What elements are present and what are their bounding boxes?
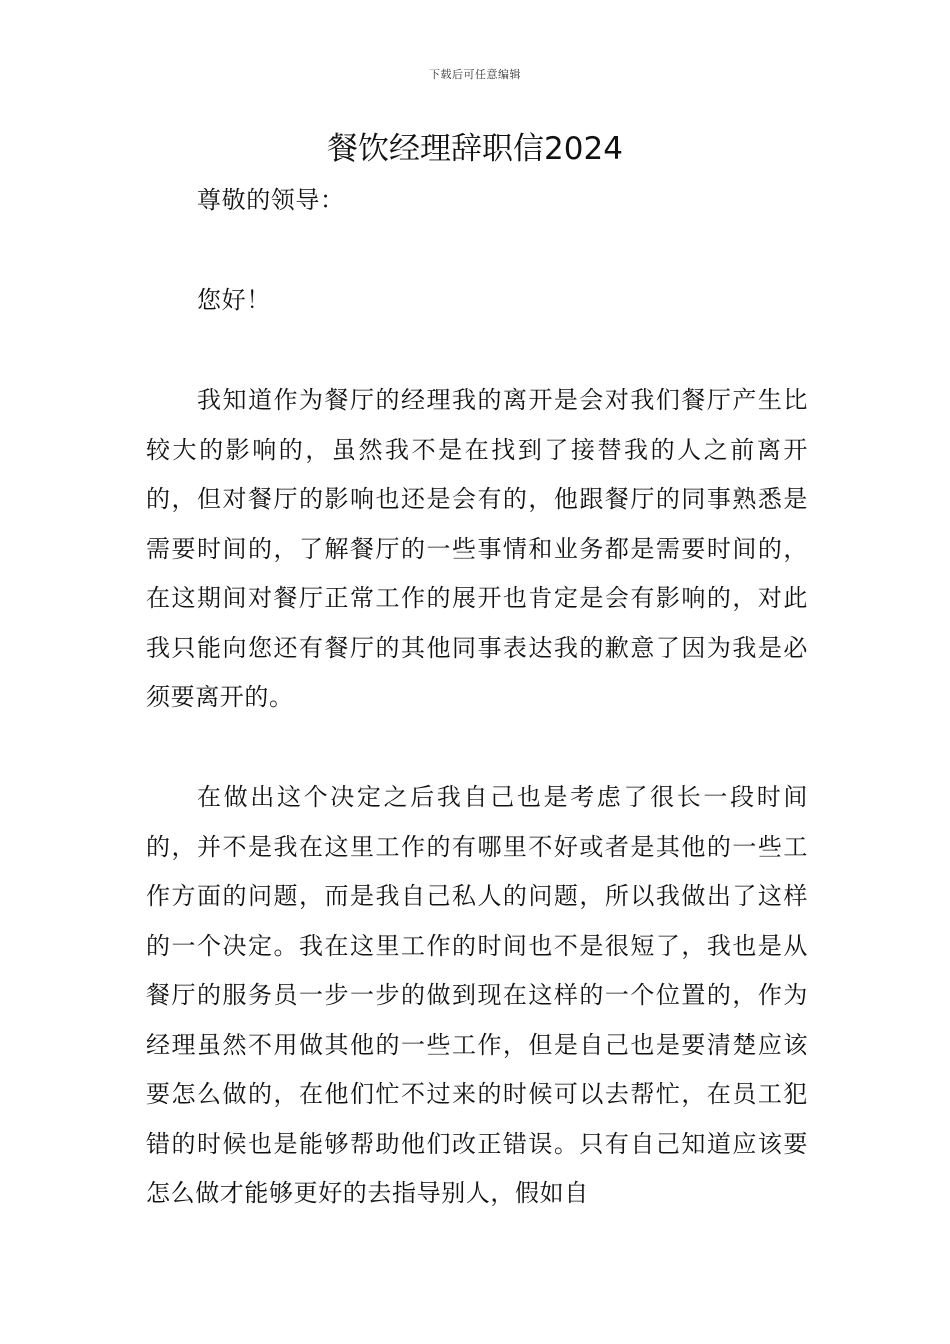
page-header-note: 下载后可任意编辑	[429, 68, 521, 81]
body-paragraph: 在做出这个决定之后我自己也是考虑了很长一段时间的，并不是我在这里工作的有哪里不好或者是其他的一些工作方面的问题，而是我自己私人的问题，所以我做出了这样的一个决定。我在这里工作的时间也不是很短了，我也是从餐厅的服务员一步一步的做到现在这样的一个位置的，作为经理虽然不用做其他的一些工作，但是自己也是要清楚应该要怎么做的，在他们忙不过来的时候可以去帮忙，在员工犯错的时候也是能够帮助他们改正错误。只有自己知道应该要怎么做才能够更好的去指导别人，假如自	[146, 783, 808, 1207]
salutation: 尊敬的领导：	[197, 186, 345, 214]
greeting: 您好！	[197, 286, 271, 314]
body-paragraph: 我知道作为餐厅的经理我的离开是会对我们餐厅产生比较大的影响的，虽然我不是在找到了接替我的人之前离开的，但对餐厅的影响也还是会有的，他跟餐厅的同事熟悉是需要时间的，了解餐厅的一些事情和业务都是需要时间的，在这期间对餐厅正常工作的展开也肯定是会有影响的，对此我只能向您还有餐厅的其他同事表达我的歉意了因为我是必须要离开的。	[146, 386, 808, 711]
document-title: 餐饮经理辞职信2024	[327, 131, 623, 167]
